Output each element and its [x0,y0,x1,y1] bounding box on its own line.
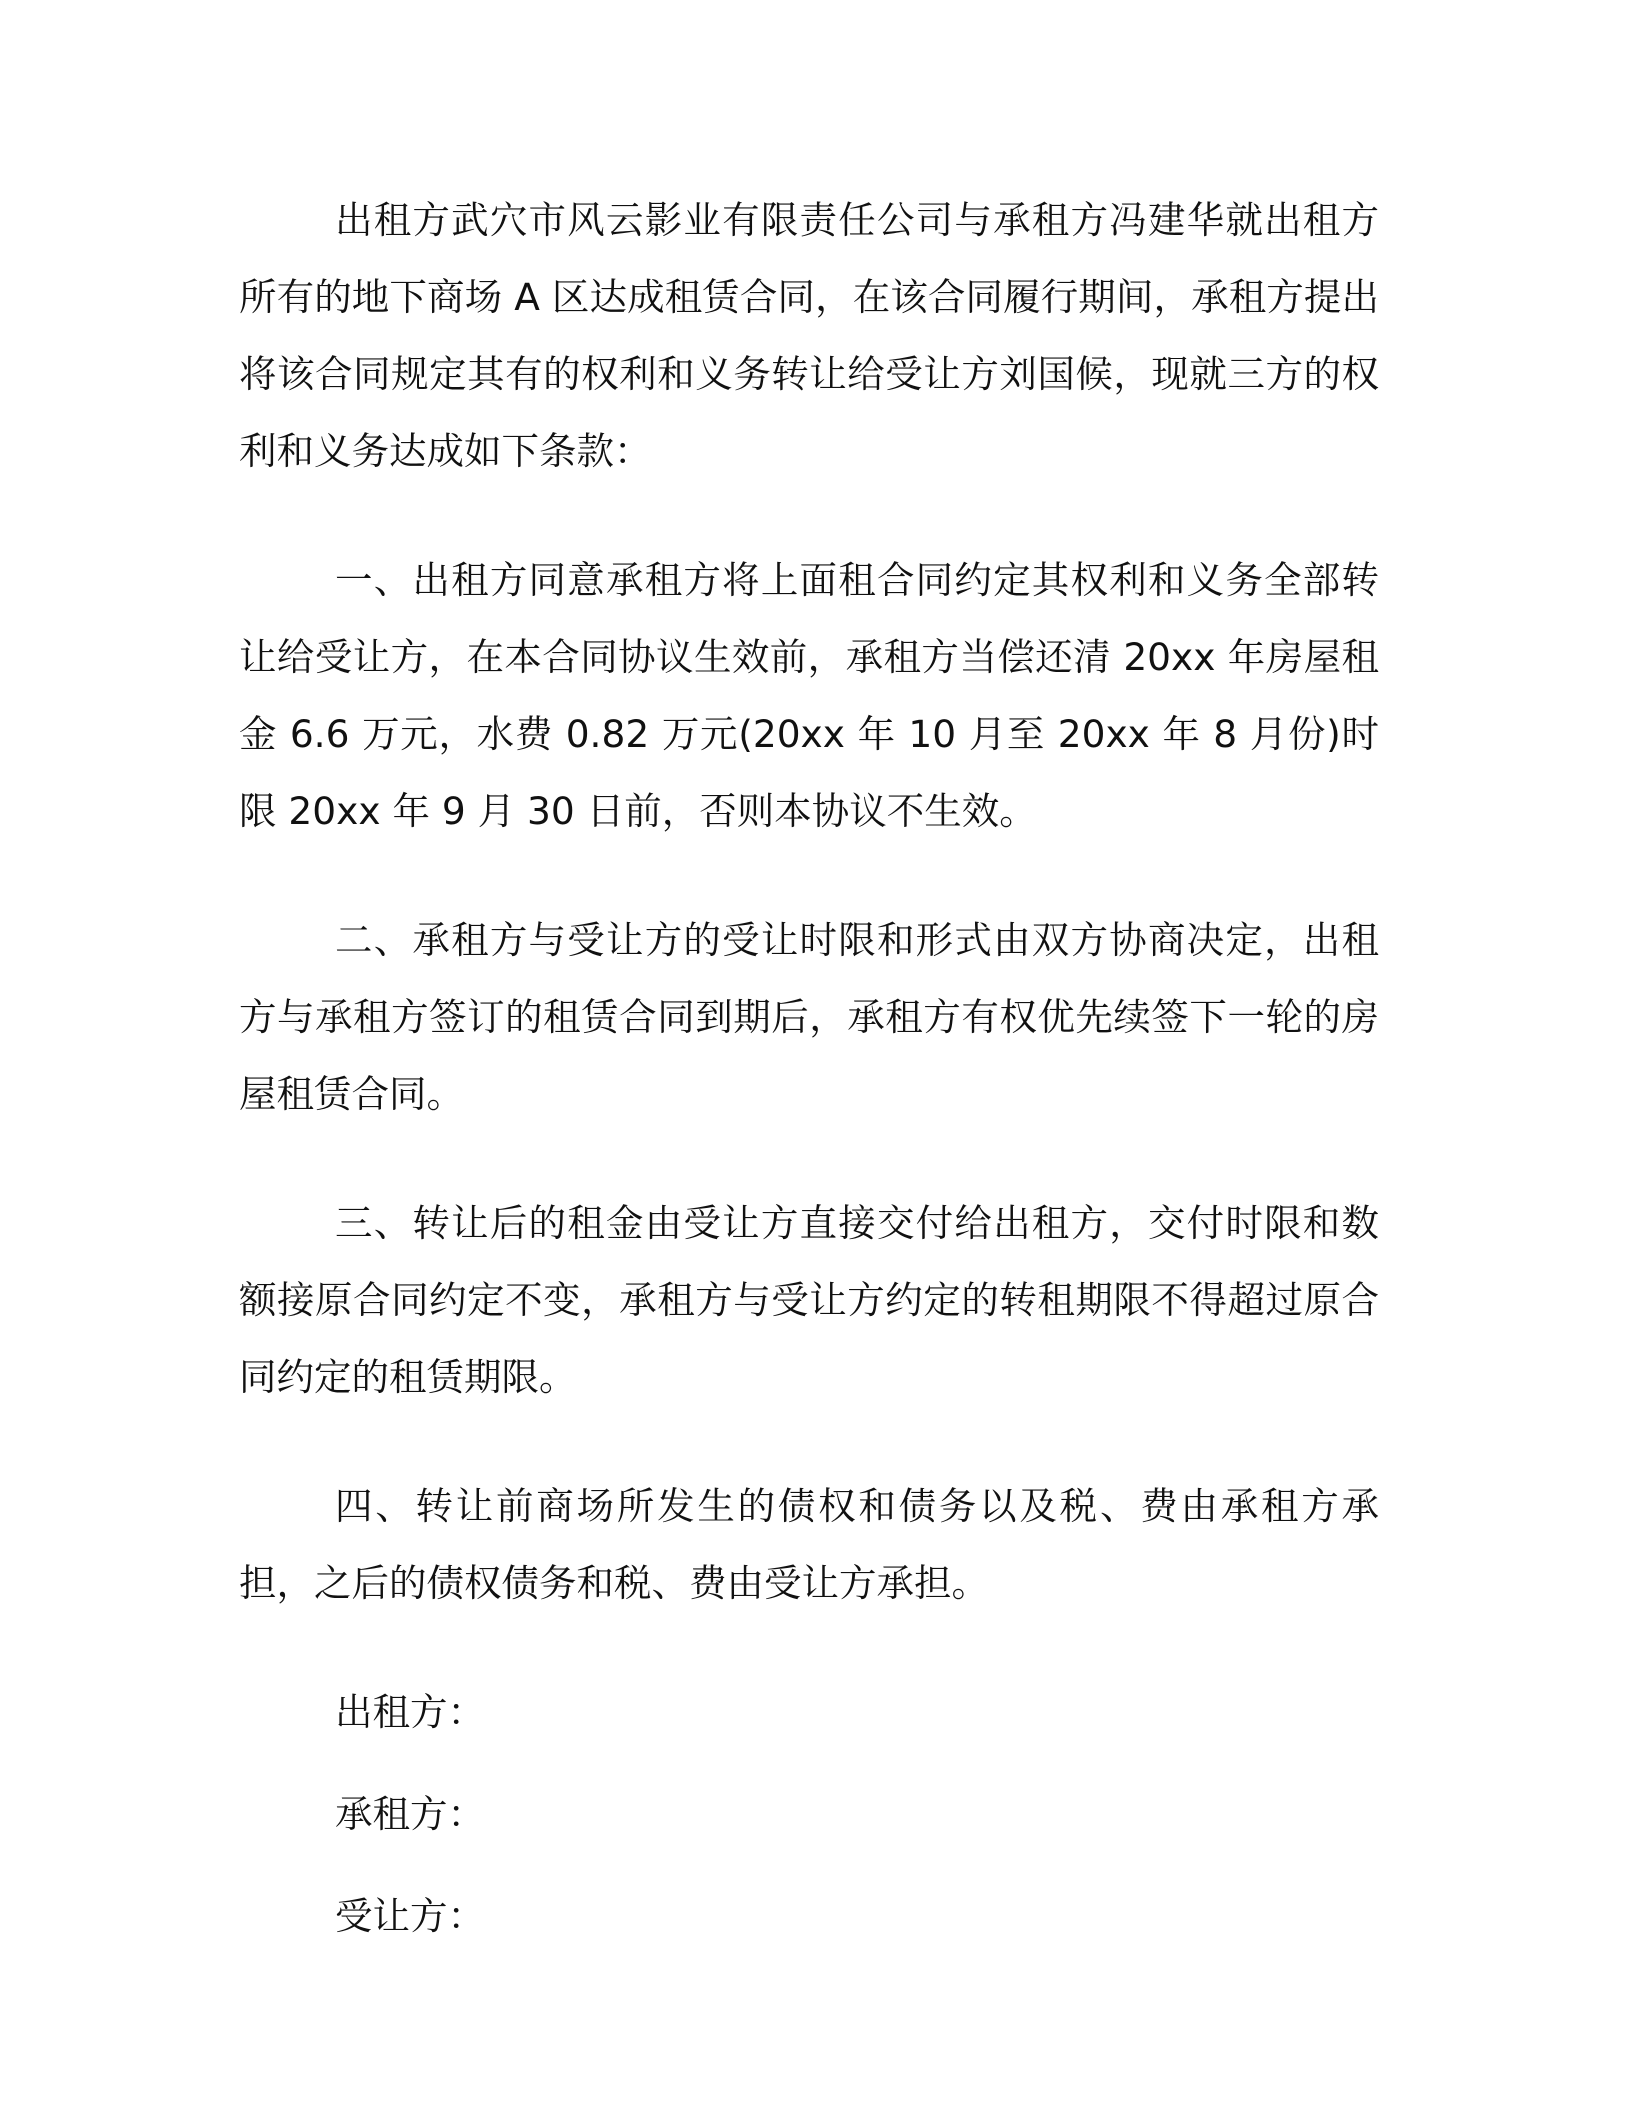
clause-3: 三、转让后的租金由受让方直接交付给出租方，交付时限和数额接原合同约定不变，承租方与受让方约定的转租期限不得超过原合同约定的租赁期限。 [239,1201,1379,1399]
lessee-signature-label: 承租方： [335,1792,485,1836]
lessor-signature-label: 出租方： [335,1690,485,1734]
document-body [239,182,1379,1980]
transferee-signature-label: 受让方： [335,1894,485,1938]
clause-2: 二、承租方与受让方的受让时限和形式由双方协商决定，出租方与承租方签订的租赁合同到期后，承租方有权优先续签下一轮的房屋租赁合同。 [239,918,1379,1116]
intro-paragraph: 出租方武穴市风云影业有限责任公司与承租方冯建华就出租方所有的地下商场 A 区达成租赁合同，在该合同履行期间，承租方提出将该合同规定其有的权利和义务转让给受让方刘国候，现就三方的权利和义务达成如下条款： [239,198,1379,473]
clause-4: 四、转让前商场所发生的债权和债务以及税、费由承租方承担，之后的债权债务和税、费由受让方承担。 [239,1484,1379,1605]
clause-1: 一、出租方同意承租方将上面租合同约定其权利和义务全部转让给受让方，在本合同协议生效前，承租方当偿还清 20xx 年房屋租金 6.6 万元，水费 0.82 万元(20xx 年 10 月至 20xx 年 8 月份)时限 20xx 年 9 月 30 日前，否则本协议不生效。 [239,558,1379,833]
